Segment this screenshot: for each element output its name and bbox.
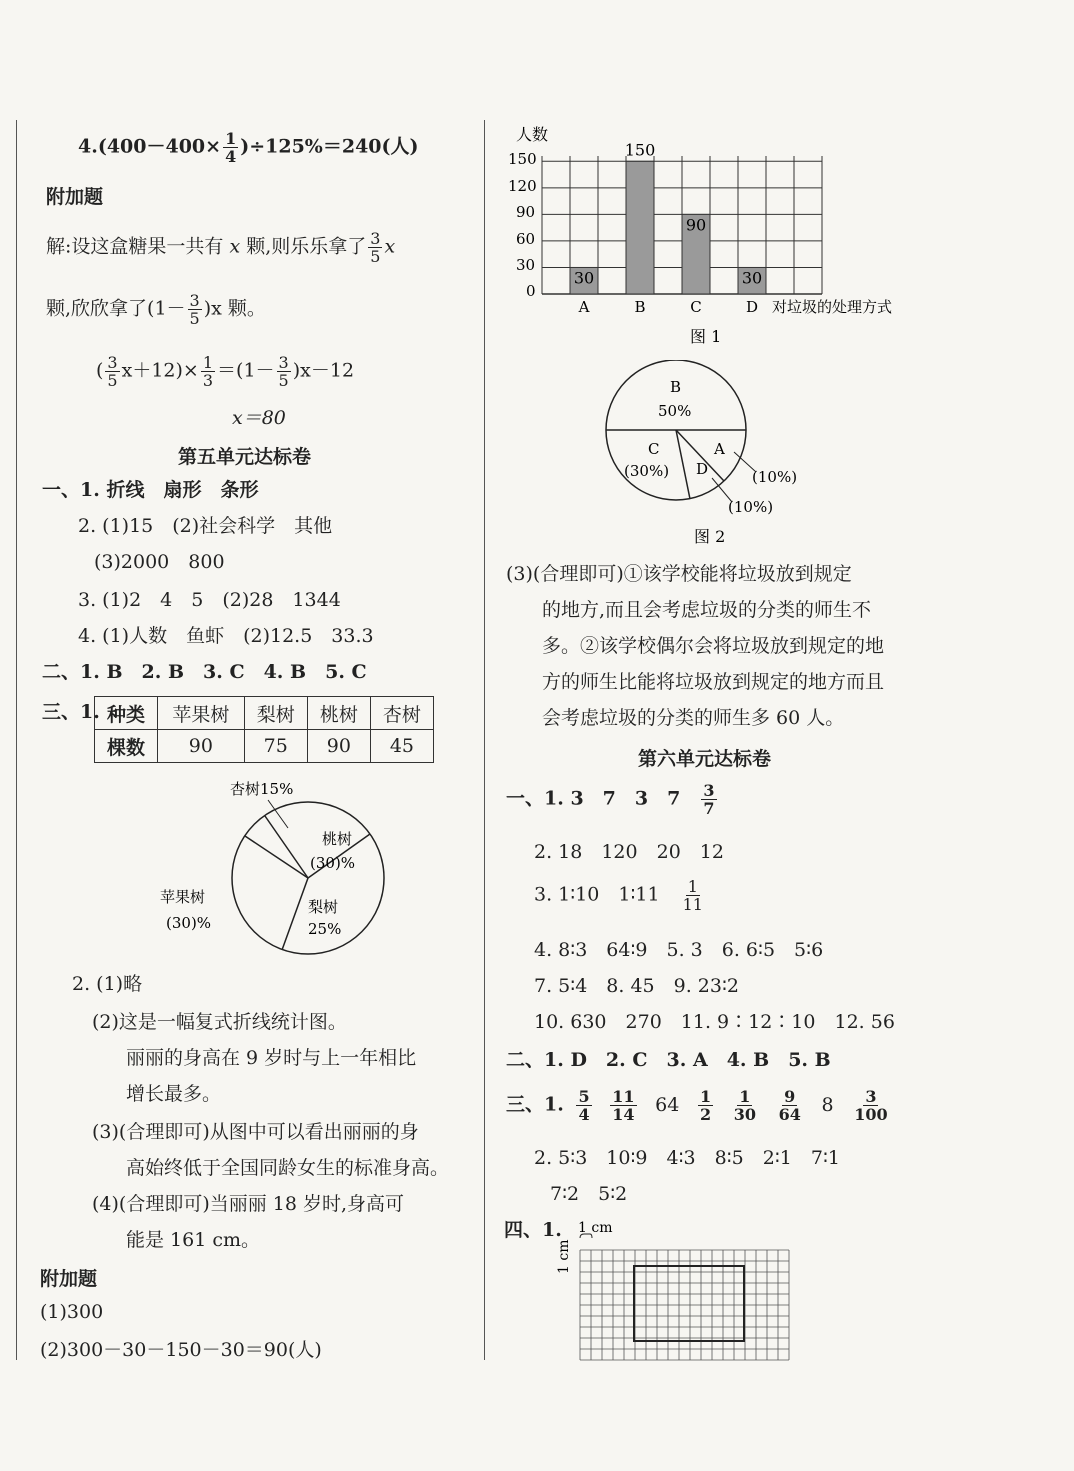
bar-yticks <box>508 150 537 300</box>
pie-label-peach: 桃树 <box>322 830 353 848</box>
bar-value-label: 30 <box>573 268 595 288</box>
pie-value-a: (10%) <box>752 468 798 486</box>
ytick: 60 <box>516 230 536 248</box>
pie-value-pear: 25% <box>308 920 342 938</box>
q1-1: 一、1. 折线 扇形 条形 <box>42 479 259 501</box>
pie-value-apple: (30)% <box>166 914 212 932</box>
ytick: 90 <box>516 203 536 221</box>
bar-category-label: A <box>578 298 590 316</box>
q3-label: 三、1. <box>42 701 100 723</box>
ytick: 30 <box>516 256 536 274</box>
p3-line-1: (3)(合理即可)①该学校能将垃圾放到规定 <box>506 563 852 585</box>
left-q4-line: 4.(400－400× $\frac{1}{4}$ )÷125%＝240(人) <box>78 129 419 166</box>
table-header: 种类 <box>95 697 158 730</box>
r1-4: 4. 8∶3 64∶9 5. 3 6. 6∶5 5∶6 <box>534 939 824 961</box>
q3-2-3b: 高始终低于全国同龄女生的标准身高。 <box>126 1157 450 1179</box>
q1-2: 2. (1)15 (2)社会科学 其他 <box>78 515 333 537</box>
pie-label-b: B <box>670 378 682 396</box>
bar-caption: 图 1 <box>690 327 722 346</box>
table-header: 杏树 <box>370 697 433 730</box>
pie-label-c: C <box>648 440 660 458</box>
r3-1: 三、1. $\frac{5}{4}$ $\frac{11}{14}$ 64 $\frac{1}{2}$ $\frac{1}{30}$ $\frac{9}{64}$ 8 $\frac{3}{100}$ <box>506 1087 888 1124</box>
bars <box>570 140 766 316</box>
r1-7: 7. 5∶4 8. 45 9. 23∶2 <box>534 975 740 997</box>
fraction-1-4: $\frac{1}{4}$ <box>225 129 237 166</box>
table-row <box>95 730 434 763</box>
q3-2-1: 2. (1)略 <box>72 973 143 995</box>
r1-2: 2. 18 120 20 12 <box>534 841 724 863</box>
waste-bar-chart <box>500 118 920 348</box>
answer-line: x＝80 <box>232 407 286 429</box>
table-header: 苹果树 <box>158 697 245 730</box>
ytick: 150 <box>508 150 537 168</box>
extra-title-1: 附加题 <box>46 186 104 208</box>
bar-value-label: 90 <box>685 215 707 235</box>
bar-value-label: 30 <box>741 268 763 288</box>
bar-xlabel: 对垃圾的处理方式 <box>772 298 893 316</box>
extra2-1: (1)300 <box>40 1301 104 1323</box>
grid-drawing <box>556 1216 796 1366</box>
r1-10: 10. 630 270 11. 9∶12∶10 12. 56 <box>534 1011 895 1033</box>
p3-line-2: 的地方,而且会考虑垃圾的分类的师生不 <box>542 599 872 621</box>
q1-2b: (3)2000 800 <box>94 551 225 573</box>
r3-2b: 7∶2 5∶2 <box>550 1183 628 1205</box>
q3-2-4b: 能是 161 cm。 <box>126 1229 261 1251</box>
extra2-2: (2)300－30－150－30＝90(人) <box>40 1339 322 1361</box>
drawn-rectangle <box>634 1266 744 1341</box>
pie-value-b: 50% <box>658 402 692 420</box>
extra-title-2: 附加题 <box>40 1268 98 1290</box>
unit-label-h: 1 cm <box>578 1220 613 1236</box>
table-header: 梨树 <box>244 697 307 730</box>
bar-category-label: B <box>634 298 646 316</box>
unit-label-v: 1 cm <box>556 1239 572 1274</box>
pie-label-apricot: 杏树15% <box>230 780 294 798</box>
unit5-title: 第五单元达标卷 <box>178 446 312 468</box>
bar-category-label: D <box>745 298 759 316</box>
r1-1: 一、1. 3 7 3 7 $\frac{3}{7}$ <box>506 781 715 818</box>
pie-divider <box>676 430 690 499</box>
pie-value-peach: (30)% <box>310 854 356 872</box>
pie-caption: 图 2 <box>694 527 726 546</box>
p3-line-5: 会考虑垃圾的分类的师生多 60 人。 <box>542 707 845 729</box>
table-cell: 90 <box>158 730 245 763</box>
q3-2-2b: 丽丽的身高在 9 岁时与上一年相比 <box>126 1047 417 1069</box>
pie-value-c: (30%) <box>624 462 670 480</box>
pie-divider <box>282 878 308 950</box>
r2: 二、1. D 2. C 3. A 4. B 5. B <box>506 1049 831 1071</box>
table-cell: 45 <box>370 730 433 763</box>
pie-divider <box>245 836 308 878</box>
unit6-title: 第六单元达标卷 <box>638 748 772 770</box>
table-cell: 75 <box>244 730 307 763</box>
equation-line: ( $\frac{3}{5}$ x＋12)× $\frac{1}{3}$ ＝(1－ $\frac{3}{5}$ )x－12 <box>96 353 355 390</box>
left-margin-line <box>16 120 17 1360</box>
table-header: 桃树 <box>307 697 370 730</box>
tree-table <box>94 696 434 763</box>
bar-ylabel: 人数 <box>516 125 549 144</box>
solution-line-2: 颗,欣欣拿了(1－ $\frac{3}{5}$ )x 颗。 <box>46 291 266 328</box>
ytick: 120 <box>508 177 537 195</box>
waste-pie-chart <box>600 360 830 550</box>
p3-line-3: 多。②该学校偶尔会将垃圾放到规定的地 <box>542 635 885 657</box>
pie-label-pear: 梨树 <box>308 898 339 916</box>
pie-value-d: (10%) <box>728 498 774 516</box>
table-cell: 90 <box>307 730 370 763</box>
solution-line-1: 解:设这盒糖果一共有 x 颗,则乐乐拿了 $\frac{3}{5}$ x <box>46 229 396 266</box>
table-cell: 棵数 <box>95 730 158 763</box>
ytick: 0 <box>526 282 536 300</box>
r1-3: 3. 1∶10 1∶11 $\frac{1}{11}$ <box>534 877 703 914</box>
bar <box>626 161 654 294</box>
table-row <box>95 697 434 730</box>
q3-2-2: (2)这是一幅复式折线统计图。 <box>92 1011 347 1033</box>
pie-label-apple: 苹果树 <box>160 888 206 906</box>
q2: 二、1. B 2. B 3. C 4. B 5. C <box>42 661 367 683</box>
q1-4: 4. (1)人数 鱼虾 (2)12.5 33.3 <box>78 625 374 647</box>
bar-value-label: 150 <box>624 140 656 160</box>
pie-label-a: A <box>714 440 725 458</box>
p3-line-4: 方的师生比能将垃圾放到规定的地方而且 <box>542 671 885 693</box>
pie-label-d: D <box>696 460 709 478</box>
bar-category-label: C <box>690 298 702 316</box>
q3-2-4: (4)(合理即可)当丽丽 18 岁时,身高可 <box>92 1193 405 1215</box>
q3-2-3: (3)(合理即可)从图中可以看出丽丽的身 <box>92 1121 419 1143</box>
q1-3: 3. (1)2 4 5 (2)28 1344 <box>78 589 341 611</box>
tree-pie-chart <box>150 770 410 970</box>
q3-2-2c: 增长最多。 <box>126 1083 222 1105</box>
r4-label: 四、1. <box>504 1219 562 1241</box>
column-divider <box>484 120 485 1360</box>
r3-2: 2. 5∶3 10∶9 4∶3 8∶5 2∶1 7∶1 <box>534 1147 840 1169</box>
